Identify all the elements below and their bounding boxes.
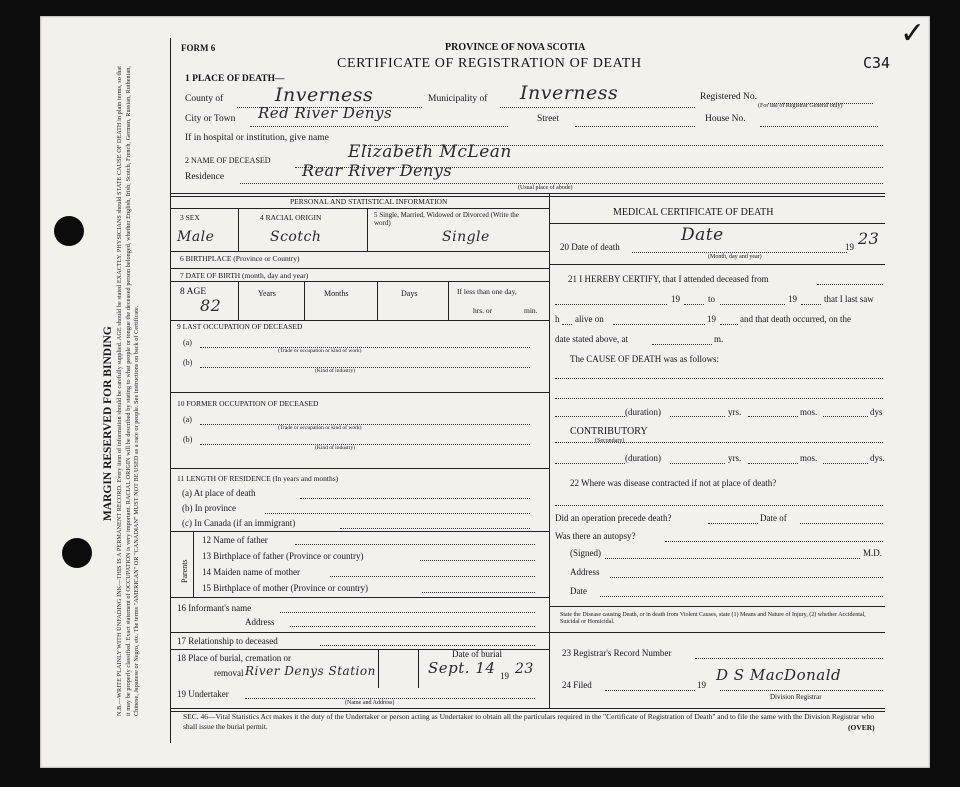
county-value: Inverness [275,84,374,106]
margin-label: MARGIN RESERVED FOR BINDING [102,326,114,521]
informant-address-label: Address [245,617,275,627]
father-label: 12 Name of father [202,535,268,545]
residence-a-line [300,498,530,499]
years-label: Years [258,289,276,298]
former-a-line [200,424,530,425]
alive-19: 19 [707,314,716,324]
contrib-dys: dys. [870,453,885,463]
autopsy-label: Was there an autopsy? [555,531,636,541]
file-stamp: C34 [863,54,891,72]
racial-label: 4 RACIAL ORIGIN [260,213,322,222]
date-stated-m: m. [714,334,724,344]
burial-date-value: Sept. 14 [428,659,496,677]
residence-a: (a) At place of death [182,488,256,498]
certify-line [817,284,883,285]
h-line [562,324,572,325]
residence-c: (c) In Canada (if an immigrant) [182,518,296,528]
violent-note [560,612,885,626]
last-saw-label: that I last saw [824,294,874,304]
personal-heading: PERSONAL AND STATISTICAL INFORMATION [290,197,448,206]
row-rule-5 [170,281,549,282]
from-19-line [684,304,704,305]
certificate-paper [40,16,930,768]
row-rule-10 [170,597,549,598]
sex-value: Male [177,229,215,245]
medical-rule-3 [549,606,885,607]
min-label: min. [524,306,538,315]
occurred-label: and that death occurred, on the [740,314,851,324]
hrs-label: hrs. or [473,306,493,315]
cause-dys-line [823,416,868,417]
mother-line [330,576,535,577]
cause-duration-line [555,416,625,417]
cause-label: The CAUSE OF DEATH was as follows: [570,354,719,364]
burial-date-label: Date of burial [452,649,502,659]
residence-length-label: 11 LENGTH OF RESIDENCE (In years and months) [177,474,339,483]
page-title: CERTIFICATE OF REGISTRATION OF DEATH [337,56,642,71]
last-b-line [200,367,530,368]
form-number: FORM 6 [181,43,216,53]
former-a: (a) [183,415,192,424]
contrib-dys-line [823,463,868,464]
dob-label: 7 DATE OF BIRTH (month, day and year) [180,271,309,280]
city-label: City or Town [185,114,236,124]
col-rule-2 [367,208,368,251]
father-birthplace-label: 13 Birthplace of father (Province or country) [202,551,364,561]
contrib-duration-label: (duration) [625,453,661,463]
md-label: M.D. [863,548,883,558]
county-label: County of [185,94,224,104]
registered-label: Registered No. [700,92,757,102]
contrib-yrs-line [670,463,725,464]
burial-removal-label: removal [214,668,244,678]
filed-label: 24 Filed [562,680,592,690]
street-label: Street [537,114,560,124]
burial-place-label: 18 Place of burial, cremation or [177,653,291,663]
marital-label [374,211,524,227]
street-line [575,126,695,127]
hospital-label: If in hospital or institution, give name [185,133,329,143]
cause-yrs-line [670,416,725,417]
secondary-note: (Secondary) [595,438,625,444]
signed-label: (Signed) [570,548,601,558]
row-rule-11 [170,632,549,633]
burial-rule-2 [418,649,419,688]
mother-bp-line [422,592,535,593]
date-stated-line [652,344,712,345]
alive-19-line [720,324,738,325]
medical-rule-2 [549,264,885,265]
former-b: (b) [183,435,193,444]
city-line [250,126,508,127]
sec46-note [183,712,883,732]
last-trade-note: (Trade or occupation or kind of work) [278,348,362,354]
age-col-4 [448,281,449,320]
burial-year: 23 [515,661,534,677]
violent-note-text: State the Disease causing Death, or in death from Violent Causes, state (1) Means and Nature of Injury, (2) whether Accidental, Suicidal or Homicidal. [560,612,866,625]
mother-label: 14 Maiden name of mother [202,567,300,577]
burial-year-prefix: 19 [500,671,509,681]
filed-line [605,690,695,691]
med-date-label: Date [570,586,587,596]
row-rule-3 [170,251,549,252]
age-col-2 [304,281,305,320]
residence-c-line [340,528,530,529]
date-of-label: Date of [760,513,787,523]
undertaker-line [245,698,535,699]
city-value: Red River Denys [258,104,393,122]
certify-text: 21 I HEREBY CERTIFY, that I attended deceased from [568,274,769,284]
contrib-mos-line [748,463,798,464]
last-industry-note: (Kind of industry) [315,368,356,374]
to-line [720,304,785,305]
cause-dys: dys [870,407,883,417]
name-label: 2 NAME OF DECEASED [185,156,271,165]
last-a: (a) [183,338,192,347]
signed-line [605,558,860,559]
q22-label: 22 Where was disease contracted if not at place of death? [570,478,777,488]
parents-rule [193,531,194,597]
marital-value: Single [442,229,490,245]
row-rule-4 [170,268,549,269]
residence-value: Rear River Denys [302,161,453,180]
residence-note: (Usual place of abode) [518,185,573,191]
cause-line-2 [555,398,883,399]
former-b-line [200,444,530,445]
father-bp-line [420,560,535,561]
sex-label: 3 SEX [180,213,200,222]
last-b: (b) [183,358,193,367]
residence-b: (b) In province [182,503,236,513]
med-date-line [600,596,883,597]
age-col-1 [238,281,239,320]
undertaker-note: (Name and Address) [345,700,395,706]
registrar-signature: D S MacDonald [716,666,842,684]
operation-line [708,523,758,524]
last-a-line [200,347,530,348]
division-registrar-label: Division Registrar [770,693,822,701]
record-number-line [695,658,883,659]
medical-heading: MEDICAL CERTIFICATE OF DEATH [613,207,774,218]
contributory-line [555,442,883,443]
contributory-label: CONTRIBUTORY [570,426,648,437]
operation-label: Did an operation precede death? [555,513,672,523]
row-rule-9 [170,531,549,532]
house-label: House No. [705,114,746,124]
informant-address-line [290,626,535,627]
date-stated-label: date stated above, at [555,334,628,344]
house-line [760,126,878,127]
relationship-line [320,645,535,646]
age-col-3 [377,281,378,320]
cause-mos-line [748,416,798,417]
cause-mos: mos. [800,407,818,417]
alive-line [613,324,705,325]
section-divider [170,193,885,197]
alive-label: alive on [575,314,604,324]
death-year-prefix: 19 [845,242,854,252]
med-address-line [610,577,883,578]
filed-19: 19 [697,680,706,690]
place-heading: 1 PLACE OF DEATH— [185,74,285,84]
residence-b-line [265,513,530,514]
check-mark-icon: ✓ [900,17,926,50]
registrar-line [720,690,883,691]
medical-rule-4 [549,632,885,633]
from-line [555,304,667,305]
birthplace-label: 6 BIRTHPLACE (Province or Country) [180,254,300,263]
contrib-duration-line [555,463,625,464]
contrib-mos: mos. [800,453,818,463]
death-year: 23 [858,229,880,248]
record-number-label: 23 Registrar's Record Number [562,648,672,658]
residence-line [240,183,883,184]
cause-duration-label: (duration) [625,407,661,417]
mother-birthplace-label: 15 Birthplace of mother (Province or country) [202,583,368,593]
to-label: to [708,294,716,304]
date-of-line [800,523,883,524]
father-line [295,544,535,545]
lessday-label: If less than one day, [457,287,517,296]
former-industry-note: (Kind of industry) [315,445,356,451]
autopsy-line [665,541,883,542]
binding-hole-top [54,216,84,246]
burial-place-value: River Denys Station [245,664,376,678]
months-label: Months [324,289,349,298]
registered-note: (For use of Registrar General only) [758,103,843,109]
binding-hole-bottom [62,538,92,568]
last-occupation-label: 9 LAST OCCUPATION OF DECEASED [177,322,303,331]
col-rule-1 [238,208,239,251]
row-rule-6 [170,320,549,321]
left-rule [170,38,171,743]
residence-label: Residence [185,172,225,182]
former-occupation-label: 10 FORMER OCCUPATION OF DECEASED [177,399,319,408]
burial-rule-1 [378,649,379,688]
over-label: (OVER) [848,723,875,732]
cause-yrs: yrs. [728,407,742,417]
to-19-line [801,304,821,305]
row-rule-8 [170,468,549,469]
row-rule-7 [170,392,549,393]
death-date-value: Date [681,225,724,245]
margin-instructions: N.B.—WRITE PLAINLY WITH UNFADING INK—THIS IS A PERMANENT RECORD. Every item of information should be carefully supplied. AGE should be stated EXACTLY. PHYSICIANS should STATE CAUSE OF DEATH in plain terms, so that it may be properly classified. Exact statement of OCCUPATION is very important. RACIAL ORIGIN will be described by stating to what people or tongue the deceased person belonged, whether English, Irish, Scotch, French, German, Russian, Ruthenian, Chinese, Japanese or Negro, etc. The terms "AMERICAN" OR "CANADIAN" MUST NOT BE USED as a race or people. See instructions on back of Certificate. [116,66,141,716]
death-date-note: (Month, day and year) [708,254,762,260]
former-trade-note: (Trade or occupation or kind of work) [278,425,362,431]
parents-side-label: Parents [180,559,189,583]
death-date-label: 20 Date of death [560,242,620,252]
h-label: h [555,314,560,324]
municipality-line [500,107,695,108]
cause-line-1 [555,378,883,379]
marital-label-text: 5 Single, Married, Widowed or Divorced (Write the word) [374,211,519,227]
from-19: 19 [671,294,680,304]
personal-rule [170,208,549,209]
q22-line [555,505,883,506]
province-heading: PROVINCE OF NOVA SCOTIA [445,42,586,53]
to-19: 19 [788,294,797,304]
sec46-text: SEC. 46—Vital Statistics Act makes it the duty of the Undertaker or person acting as Undertaker to obtain all the particulars required in the "Certificate of Registration of Death" and to file the same with the Division Registrar who shall issue the burial permit. [183,712,875,731]
contrib-yrs: yrs. [728,453,742,463]
informant-label: 16 Informant's name [177,603,252,613]
death-date-line [632,252,847,253]
medical-rule [549,223,885,224]
age-label: 8 AGE [180,287,207,297]
municipality-label: Municipality of [428,94,488,104]
deceased-name: Elizabeth McLean [348,142,512,162]
relationship-label: 17 Relationship to deceased [177,636,278,646]
days-label: Days [401,289,418,298]
undertaker-label: 19 Undertaker [177,689,229,699]
age-value: 82 [200,296,222,315]
municipality-value: Inverness [520,82,619,104]
med-address-label: Address [570,567,600,577]
informant-line [280,612,535,613]
racial-value: Scotch [270,229,322,245]
